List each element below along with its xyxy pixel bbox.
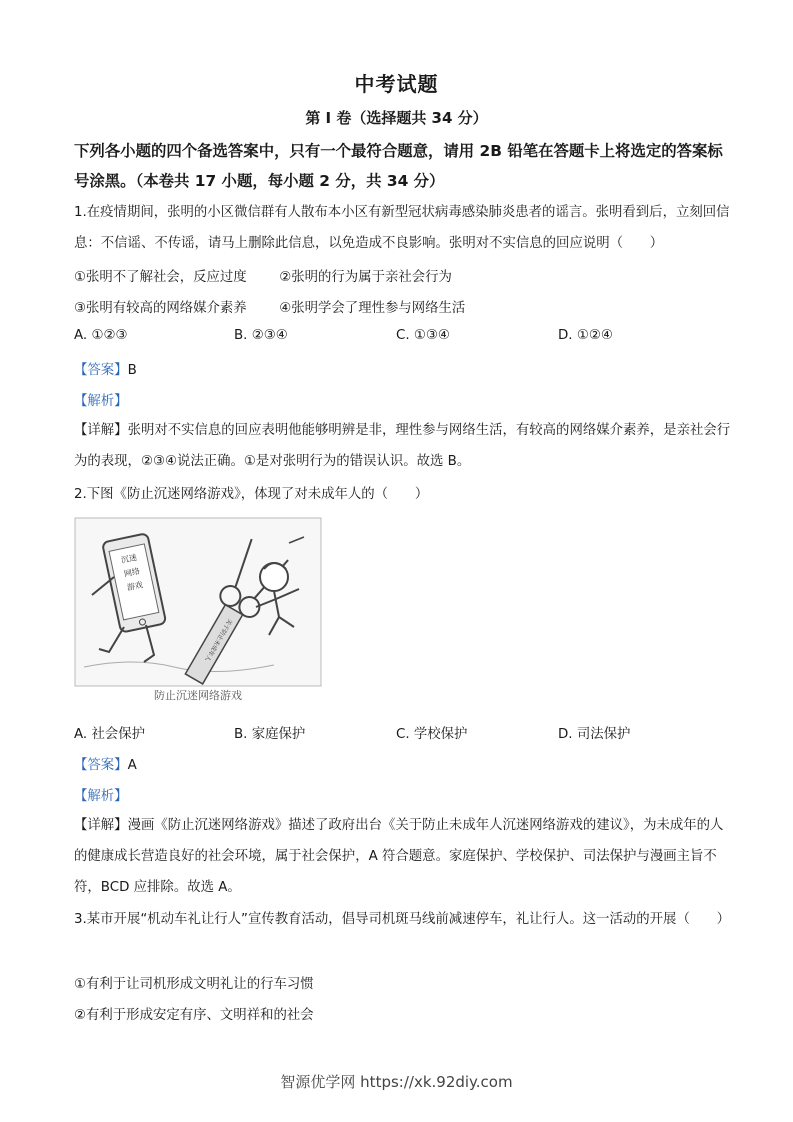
q2-stem: 2.下图《防止沉迷网络游戏》，体现了对未成年人的（ ） <box>74 487 429 502</box>
q2-answer <box>74 754 734 773</box>
instructions: 下列各小题的四个备选答案中，只有一个最符合题意，请用 2B 铅笔在答题卡上将选定的答案标号涂黑。（本卷共 17 小题，每小题 2 分，共 34 分） <box>74 142 723 190</box>
q2-option-c: C. 学校保护 <box>396 727 468 742</box>
cartoon-caption: 防止沉迷网络游戏 <box>154 689 242 702</box>
footer-watermark: 智源优学网 https://xk.92diy.com <box>280 1073 513 1091</box>
answer-value: B <box>127 363 137 378</box>
q1-option-d: D. ①②④ <box>558 328 613 343</box>
detail-text: 漫画《防止沉迷网络游戏》描述了政府出台《关于防止未成年人沉迷网络游戏的建议》，为未成年的人的健康成长营造良好的社会环境，属于社会保护，A 符合题意。家庭保护、学校保护、司法保护与漫画主旨不符，BCD 应排除。故选 A。 <box>74 818 724 895</box>
cartoon-illustration <box>74 517 322 705</box>
detail-tag: 【详解】 <box>74 423 128 438</box>
detail-text: 张明对不实信息的回应表明他能够明辨是非，理性参与网络生活，有较高的网络媒介素养，是亲社会行为的表现，②③④说法正确。①是对张明行为的错误认识。故选 B。 <box>74 423 731 469</box>
page-title: 中考试题 <box>354 72 439 96</box>
q1-statement-1: ①张明不了解社会，反应过度 <box>74 270 247 285</box>
detail-tag: 【详解】 <box>74 818 128 833</box>
q3-statement-1: ①有利于让司机形成文明礼让的行车习惯 <box>74 977 314 992</box>
q1-statement-4: ④张明学会了理性参与网络生活 <box>279 301 466 316</box>
q3-stem: 3.某市开展“机动车礼让行人”宣传教育活动，倡导司机斑马线前减速停车，礼让行人。这一活动的开展（ ） <box>74 912 731 927</box>
q2-option-d: D. 司法保护 <box>558 727 631 742</box>
q1-answer <box>74 359 734 378</box>
svg-text:沉迷: 沉迷 <box>120 552 138 565</box>
q1-statement-3: ③张明有较高的网络媒介素养 <box>74 301 247 316</box>
q1-stem: 1.在疫情期间，张明的小区微信群有人散布本小区有新型冠状病毒感染肺炎患者的谣言。张明看到后，立刻回信息：不信谣、不传谣，请马上删除此信息，以免造成不良影响。张明对不实信息的回应说明（ ） <box>74 205 730 251</box>
svg-text:网络: 网络 <box>123 566 141 579</box>
q1-statement-2: ②张明的行为属于亲社会行为 <box>279 270 452 285</box>
q1-option-b: B. ②③④ <box>234 328 288 343</box>
cartoon-image <box>74 517 322 705</box>
q2-analysis <box>74 785 734 804</box>
q2-option-b: B. 家庭保护 <box>234 727 306 742</box>
q1-statements-row1 <box>74 266 734 285</box>
q1-option-a: A. ①②③ <box>74 328 128 343</box>
answer-value: A <box>127 758 137 773</box>
q2-detail <box>74 810 734 903</box>
q1-detail <box>74 415 734 477</box>
analysis-tag: 【解析】 <box>74 789 128 804</box>
q1-analysis <box>74 390 734 409</box>
svg-text:游戏: 游戏 <box>126 580 144 593</box>
q3-statement-2: ②有利于形成安定有序、文明祥和的社会 <box>74 1008 314 1023</box>
section-subtitle: 第 I 卷（选择题共 34 分） <box>305 109 488 127</box>
answer-tag: 【答案】 <box>74 758 128 773</box>
analysis-tag: 【解析】 <box>74 394 128 409</box>
q1-option-c: C. ①③④ <box>396 328 450 343</box>
answer-tag: 【答案】 <box>74 363 128 378</box>
q1-statements-row2 <box>74 297 734 316</box>
q2-option-a: A. 社会保护 <box>74 727 145 742</box>
svg-text:关于防止未成年人: 关于防止未成年人 <box>203 617 234 663</box>
